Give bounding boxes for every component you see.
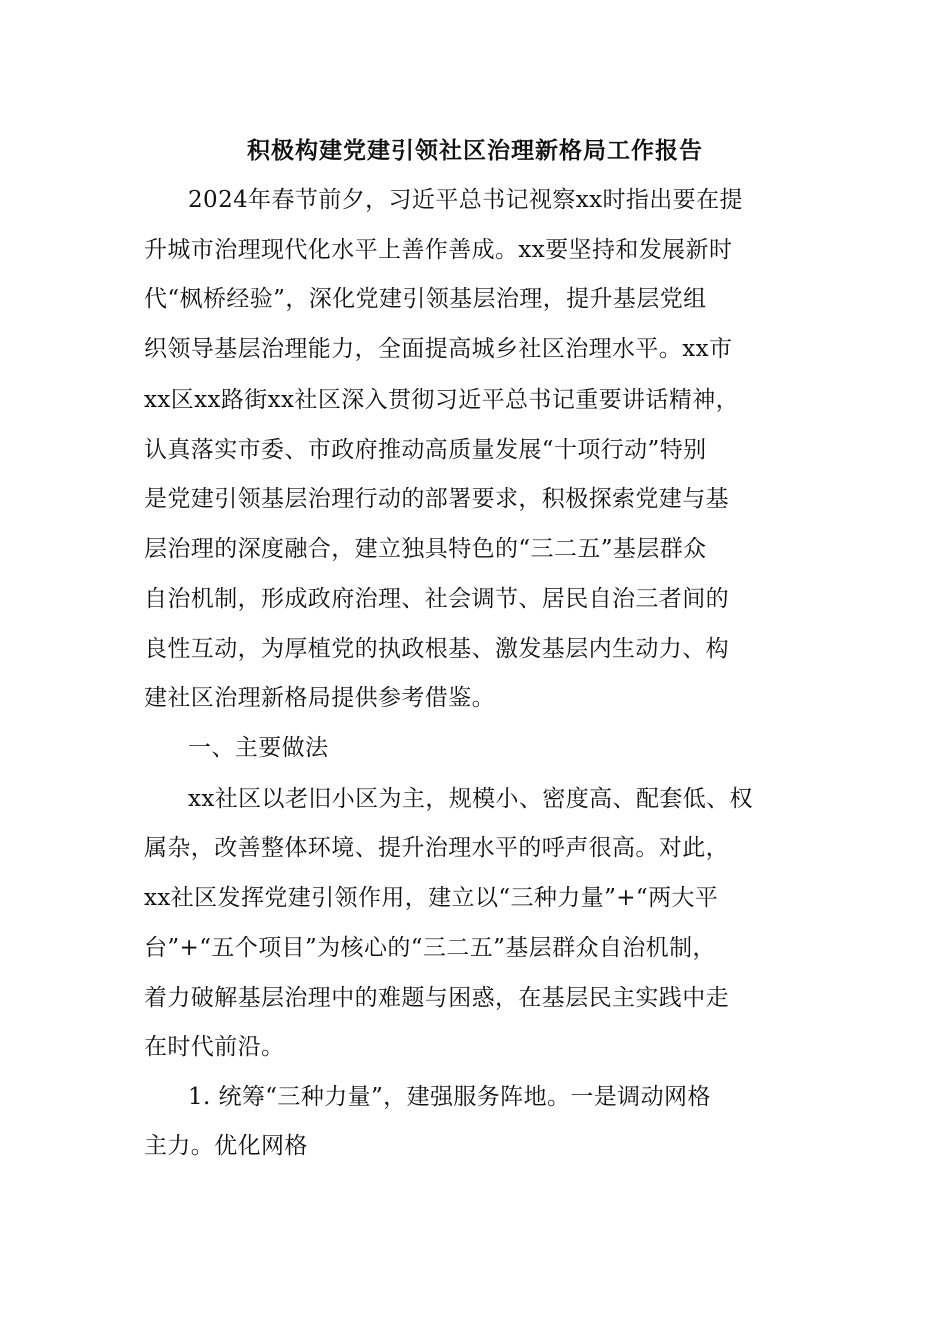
paragraph-line: xx社区以老旧小区为主，规模小、密度高、配套低、权 xyxy=(188,786,753,812)
subsection-line: 1. 统筹“三种力量”，建强服务阵地。一是调动网格 xyxy=(188,1084,711,1110)
document-title: 积极构建党建引领社区治理新格局工作报告 xyxy=(247,137,703,164)
paragraph-line: 良性互动，为厚植党的执政根基、激发基层内生动力、构 xyxy=(144,636,729,662)
paragraph-line: 着力破解基层治理中的难题与困惑，在基层民主实践中走 xyxy=(144,985,729,1011)
paragraph-line: 认真落实市委、市政府推动高质量发展“十项行动”特别 xyxy=(144,437,707,463)
paragraph-line: 自治机制，形成政府治理、社会调节、居民自治三者间的 xyxy=(144,586,729,612)
paragraph-line: 建社区治理新格局提供参考借鉴。 xyxy=(144,685,495,711)
paragraph-line: 在时代前沿。 xyxy=(144,1034,285,1060)
paragraph-line: 代“枫桥经验”，深化党建引领基层治理，提升基层党组 xyxy=(144,286,707,312)
paragraph-line: 织领导基层治理能力，全面提高城乡社区治理水平。xx市 xyxy=(144,336,733,362)
paragraph-line: 2024年春节前夕，习近平总书记视察xx时指出要在提 xyxy=(188,187,743,213)
paragraph-line: 台”+“五个项目”为核心的“三二五”基层群众自治机制， xyxy=(144,935,716,961)
paragraph-line: xx区xx路街xx社区深入贯彻习近平总书记重要讲话精神， xyxy=(144,387,740,413)
paragraph-line: 是党建引领基层治理行动的部署要求，积极探索党建与基 xyxy=(144,486,729,512)
paragraph-line: 属杂，改善整体环境、提升治理水平的呼声很高。对此， xyxy=(144,835,729,861)
paragraph-line: 升城市治理现代化水平上善作善成。xx要坚持和发展新时 xyxy=(144,237,733,263)
paragraph-line: xx社区发挥党建引领作用，建立以“三种力量”+“两大平 xyxy=(144,885,719,911)
paragraph-line: 主力。优化网格 xyxy=(144,1133,308,1159)
paragraph-line: 层治理的深度融合，建立独具特色的“三二五”基层群众 xyxy=(144,536,707,562)
section-heading: 一、主要做法 xyxy=(188,735,329,761)
